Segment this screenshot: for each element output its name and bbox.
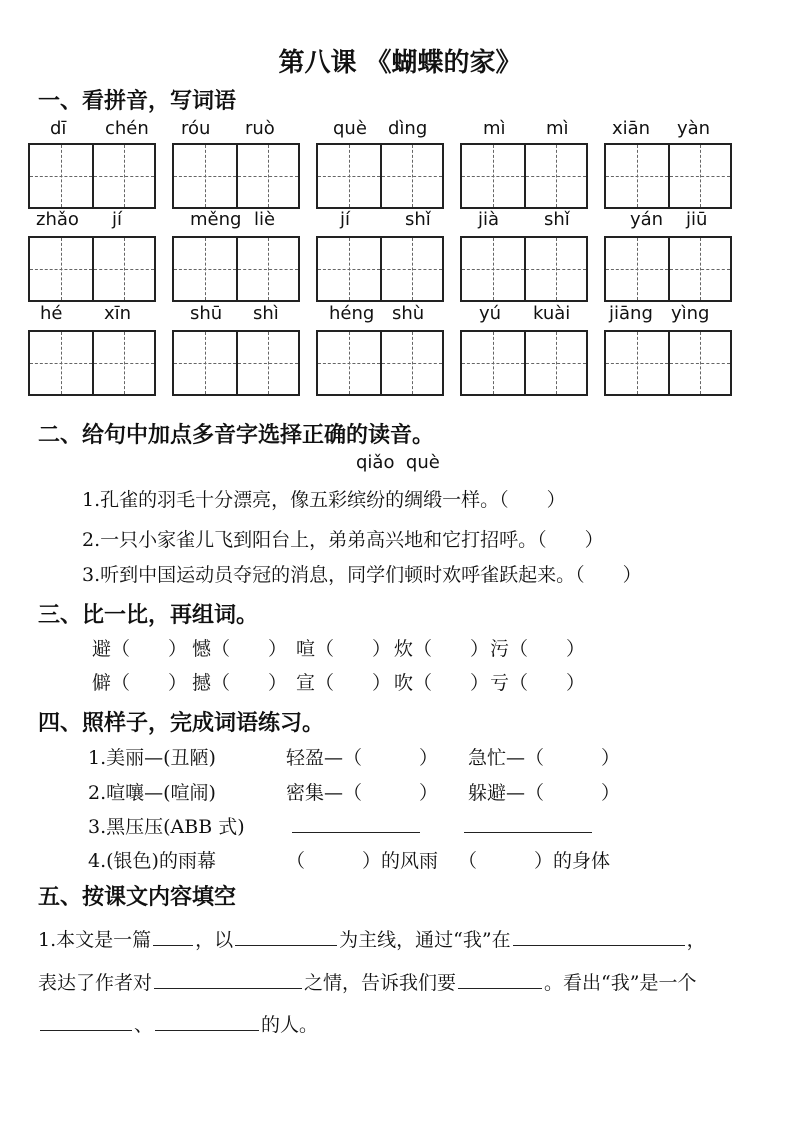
writing-grid[interactable] [172,330,300,396]
compare-item: 污（ ） [490,638,586,660]
compare-item: 吹（ ） [394,672,490,694]
pinyin: kuài [533,303,571,324]
writing-grid[interactable] [28,330,156,396]
pinyin: jià [478,209,500,230]
compare-item: 憾（ ） [192,638,288,660]
pinyin: jiāng [609,303,653,324]
section5-heading: 五、按课文内容填空 [38,885,237,910]
writing-grid[interactable] [460,330,588,396]
answer-blank[interactable] [40,1029,132,1031]
pinyin: jí [112,209,123,230]
fill-text: ，以 [195,929,234,951]
writing-grid[interactable] [316,330,444,396]
answer-blank[interactable] [155,1029,259,1031]
answer-blank[interactable] [235,944,337,946]
compare-item: 炊（ ） [394,638,490,660]
fill-line-2 [38,968,696,995]
answer-blank[interactable] [513,944,685,946]
section3-heading: 三、比一比，再组词。 [38,603,259,628]
pinyin: què [333,118,367,139]
writing-grid[interactable] [460,143,588,209]
answer-blank[interactable] [292,832,420,833]
writing-grid[interactable] [604,330,732,396]
example-item: 轻盈—（ ） [286,747,439,769]
question-item: 2.一只小家雀儿飞到阳台上，弟弟高兴地和它打招呼。（ ） [82,529,604,551]
writing-grid[interactable] [172,236,300,302]
writing-grid[interactable] [28,143,156,209]
section4-heading: 四、照样子，完成词语练习。 [38,711,325,736]
fill-line-3 [38,1010,318,1037]
compare-item: 避（ ） [92,638,188,660]
section2-heading: 二、给句中加点多音字选择正确的读音。 [38,423,435,448]
pinyin: dìng [388,118,428,139]
writing-grid[interactable] [460,236,588,302]
fill-text: 。看出“我”是一个 [544,972,697,994]
pinyin: měng [190,209,242,230]
compare-item: 亏（ ） [490,672,586,694]
answer-blank[interactable] [153,944,193,946]
page-title: 第八课 《蝴蝶的家》 [278,48,522,78]
fill-text: ， [686,929,706,951]
pinyin: shǐ [544,209,570,230]
fill-text: 为主线，通过“我”在 [339,929,511,951]
compare-item: 撼（ ） [192,672,288,694]
pinyin: hé [40,303,63,324]
fill-text: 之情，告诉我们要 [304,972,457,994]
example-item: 1.美丽—(丑陋) [88,747,216,769]
question-item: 1.孔雀的羽毛十分漂亮，像五彩缤纷的绸缎一样。（ ） [82,489,566,511]
fill-line-1 [38,925,706,952]
question-item: 3.听到中国运动员夺冠的消息，同学们顿时欢呼雀跃起来。（ ） [82,564,642,586]
example-item: （ ）的风雨 [286,850,439,872]
example-item: 2.喧嚷—(喧闹) [88,782,216,804]
pinyin: yán [630,209,664,230]
compare-item: 僻（ ） [92,672,188,694]
pinyin: jí [340,209,351,230]
pinyin: shù [392,303,425,324]
pinyin: xiān [612,118,651,139]
fill-text: 1.本文是一篇 [38,929,152,951]
pinyin: héng [329,303,375,324]
pinyin: chén [105,118,149,139]
pinyin: liè [254,209,276,230]
pinyin: ruò [245,118,275,139]
pinyin: dī [50,118,67,139]
pinyin: róu [181,118,211,139]
writing-grid[interactable] [604,143,732,209]
fill-text: 、 [134,1014,154,1036]
example-item: 3.黑压压(ABB 式) [88,816,245,838]
fill-text: 表达了作者对 [38,972,153,994]
compare-item: 喧（ ） [296,638,392,660]
fill-text: 的人。 [261,1014,319,1036]
writing-grid[interactable] [172,143,300,209]
pinyin: shì [253,303,279,324]
pronunciation-options: qiǎo què [356,452,440,473]
pinyin: mì [546,118,569,139]
pinyin: mì [483,118,506,139]
pinyin: yìng [671,303,710,324]
answer-blank[interactable] [154,987,302,989]
example-item: （ ）的身体 [458,850,611,872]
pinyin: yú [479,303,502,324]
compare-item: 宣（ ） [296,672,392,694]
example-item: 躲避—（ ） [468,782,621,804]
answer-blank[interactable] [464,832,592,833]
pinyin: yàn [677,118,711,139]
example-item: 密集—（ ） [286,782,439,804]
pinyin: shū [190,303,223,324]
section1-heading: 一、看拼音，写词语 [38,89,237,114]
writing-grid[interactable] [316,236,444,302]
answer-blank[interactable] [458,987,542,989]
example-item: 急忙—（ ） [468,747,621,769]
writing-grid[interactable] [28,236,156,302]
writing-grid[interactable] [316,143,444,209]
pinyin: jiū [686,209,708,230]
example-item: 4.(银色)的雨幕 [88,850,216,872]
writing-grid[interactable] [604,236,732,302]
pinyin: zhǎo [36,209,79,230]
pinyin: shǐ [405,209,431,230]
pinyin: xīn [104,303,132,324]
